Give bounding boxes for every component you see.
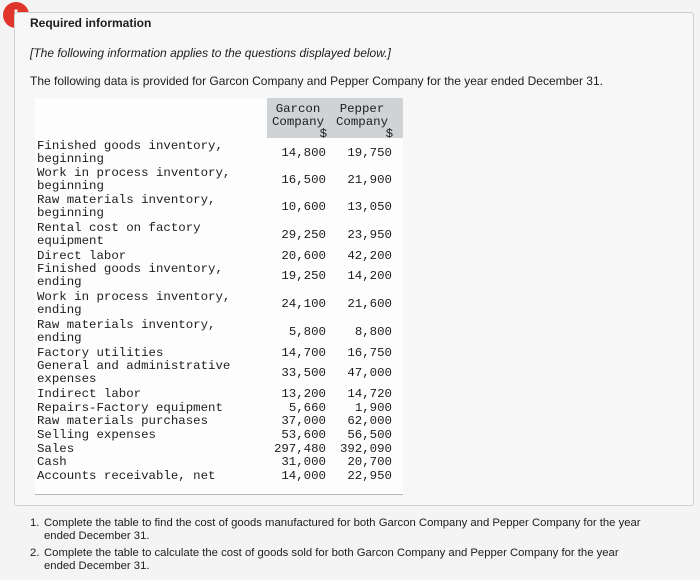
- question-text: Complete the table to calculate the cost of goods sold for both Garcon Company and Pepper Company for the year ended December 31.: [44, 547, 619, 572]
- data-table: [35, 98, 403, 495]
- pepper-value: 14,200: [347, 269, 392, 283]
- pepper-value: 14,720: [347, 387, 392, 401]
- garcon-value: 10,600: [281, 200, 326, 214]
- intro-text: The following data is provided for Garcon Company and Pepper Company for the year ended December 31.: [30, 74, 603, 88]
- row-label: Selling expenses: [37, 428, 156, 442]
- garcon-value: 13,200: [281, 387, 326, 401]
- garcon-value: 16,500: [281, 173, 326, 187]
- row-label: Rental cost on factory equipment: [37, 221, 201, 248]
- question-item: [30, 517, 650, 543]
- pepper-value: 47,000: [347, 366, 392, 380]
- column-header-garcon: Garcon Company: [271, 102, 325, 129]
- row-label: Raw materials inventory, ending: [37, 318, 216, 345]
- question-list: [30, 517, 650, 577]
- row-label: Finished goods inventory, ending: [37, 262, 223, 289]
- garcon-value: 37,000: [281, 414, 326, 428]
- row-label: Finished goods inventory, beginning: [37, 139, 223, 166]
- row-label: Indirect labor: [37, 387, 142, 401]
- currency-symbol-pepper: $: [385, 127, 393, 141]
- garcon-value: 29,250: [281, 228, 326, 242]
- garcon-value: 5,800: [288, 325, 326, 339]
- garcon-value: 53,600: [281, 428, 326, 442]
- question-number: 1.: [30, 517, 40, 529]
- garcon-value: 297,480: [273, 442, 326, 456]
- required-info-title: Required information: [30, 16, 152, 30]
- pepper-value: 1,900: [354, 401, 392, 415]
- column-header-pepper: Pepper Company: [335, 102, 389, 129]
- pepper-value: 42,200: [347, 249, 392, 263]
- info-note: [The following information applies to the questions displayed below.]: [30, 46, 391, 60]
- pepper-value: 21,900: [347, 173, 392, 187]
- pepper-value: 392,090: [339, 442, 392, 456]
- row-label: Work in process inventory, ending: [37, 290, 231, 317]
- row-label: Work in process inventory, beginning: [37, 166, 231, 193]
- row-label: Cash: [37, 455, 67, 469]
- pepper-value: 16,750: [347, 346, 392, 360]
- row-label: General and administrative expenses: [37, 359, 231, 386]
- garcon-value: 31,000: [281, 455, 326, 469]
- pepper-value: 62,000: [347, 414, 392, 428]
- row-label: Factory utilities: [37, 346, 164, 360]
- question-item: [30, 547, 650, 573]
- pepper-value: 22,950: [347, 469, 392, 483]
- row-label: Direct labor: [37, 249, 127, 263]
- row-label: Repairs-Factory equipment: [37, 401, 223, 415]
- garcon-value: 14,700: [281, 346, 326, 360]
- pepper-value: 56,500: [347, 428, 392, 442]
- pepper-value: 19,750: [347, 146, 392, 160]
- garcon-value: 19,250: [281, 269, 326, 283]
- pepper-value: 8,800: [354, 325, 392, 339]
- currency-symbol-garcon: $: [319, 127, 327, 141]
- pepper-value: 21,600: [347, 297, 392, 311]
- question-text: Complete the table to find the cost of goods manufactured for both Garcon Company and Pepper Company for the year ended December 31.: [44, 517, 641, 542]
- garcon-value: 24,100: [281, 297, 326, 311]
- pepper-value: 23,950: [347, 228, 392, 242]
- row-label: Raw materials purchases: [37, 414, 209, 428]
- garcon-value: 5,660: [288, 401, 326, 415]
- table-column-header: [267, 98, 403, 141]
- row-label: Accounts receivable, net: [37, 469, 216, 483]
- pepper-value: 20,700: [347, 455, 392, 469]
- garcon-value: 20,600: [281, 249, 326, 263]
- row-label: Sales: [37, 442, 75, 456]
- garcon-value: 14,000: [281, 469, 326, 483]
- question-number: 2.: [30, 547, 40, 559]
- row-label: Raw materials inventory, beginning: [37, 193, 216, 220]
- garcon-value: 33,500: [281, 366, 326, 380]
- garcon-value: 14,800: [281, 146, 326, 160]
- pepper-value: 13,050: [347, 200, 392, 214]
